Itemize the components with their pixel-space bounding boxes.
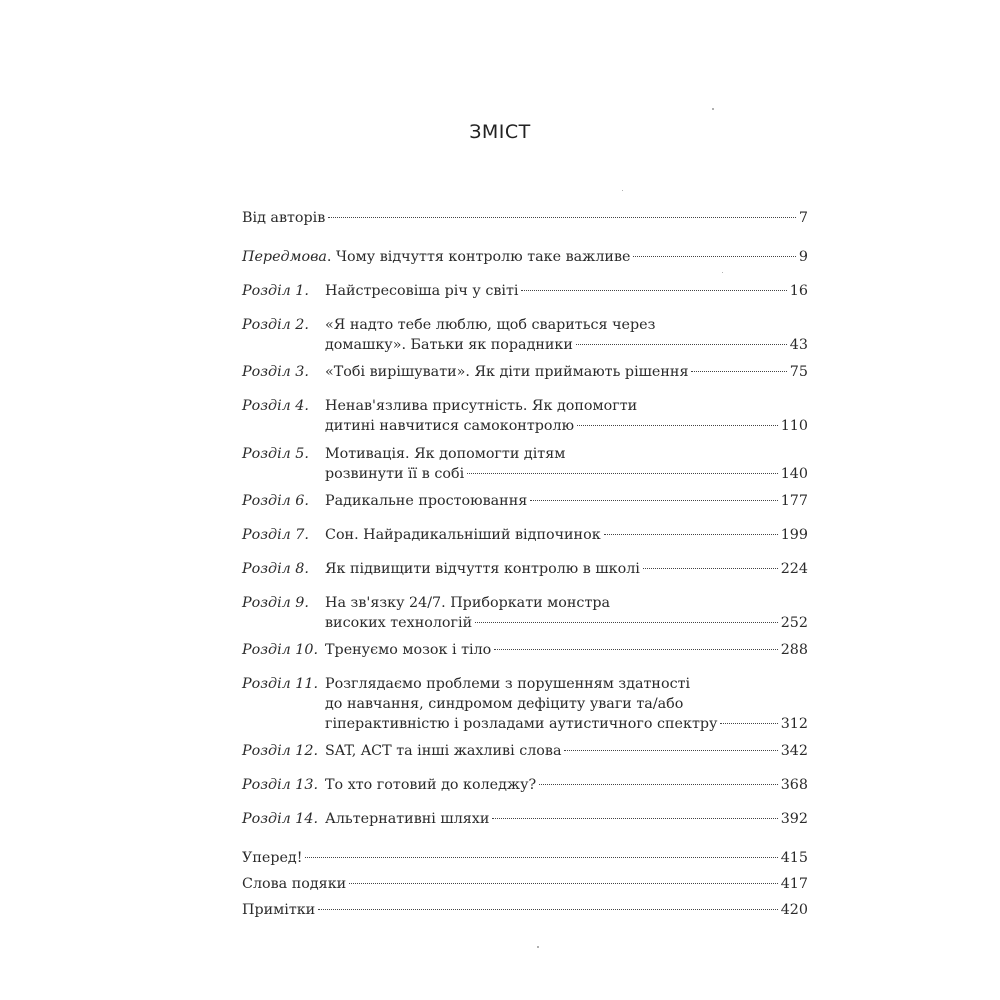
toc-entry-title: гіперактивністю і розладами аутистичного спектру bbox=[325, 716, 718, 732]
toc-entry-title-rest: . Чому відчуття контролю таке важливе bbox=[326, 249, 631, 265]
toc-page-number: 199 bbox=[780, 527, 808, 543]
toc-entry-title: Тренуємо мозок і тіло bbox=[325, 642, 492, 658]
toc-chapter-label: Розділ 10. bbox=[242, 642, 319, 658]
toc-entry-body bbox=[242, 247, 808, 267]
toc-page-number: 177 bbox=[780, 493, 808, 509]
dot-leader bbox=[467, 473, 778, 474]
toc-entry bbox=[242, 281, 808, 301]
toc-entry bbox=[242, 900, 808, 920]
dot-leader bbox=[577, 425, 778, 426]
toc-entry-title: Уперед! bbox=[242, 850, 303, 866]
table-of-contents bbox=[242, 0, 808, 1000]
toc-entry-title bbox=[242, 247, 630, 267]
toc-entry bbox=[242, 362, 808, 382]
toc-entry-body bbox=[325, 593, 808, 633]
toc-entry-body bbox=[325, 741, 808, 761]
toc-chapter-label: Розділ 6. bbox=[242, 493, 309, 509]
dot-leader bbox=[492, 818, 777, 819]
toc-chapter-label: Розділ 8. bbox=[242, 561, 309, 577]
toc-entry-body bbox=[325, 674, 808, 734]
toc-page-number: 9 bbox=[798, 249, 808, 265]
toc-entry bbox=[242, 208, 808, 228]
dot-leader bbox=[564, 750, 777, 751]
toc-entry-body bbox=[325, 809, 808, 829]
toc-entry-body bbox=[325, 362, 808, 382]
toc-page-number: 288 bbox=[780, 642, 808, 658]
toc-page-number: 415 bbox=[780, 850, 808, 866]
toc-page-number: 224 bbox=[780, 561, 808, 577]
paper-speck bbox=[537, 946, 539, 948]
toc-chapter-label: Розділ 7. bbox=[242, 527, 309, 543]
dot-leader bbox=[576, 344, 787, 345]
toc-entry-line: Розглядаємо проблеми з порушенням здатності bbox=[325, 676, 691, 692]
toc-entry-body bbox=[325, 444, 808, 484]
dot-leader bbox=[328, 217, 796, 218]
toc-entry-title: То хто готовий до коледжу? bbox=[325, 777, 537, 793]
toc-page-number: 16 bbox=[789, 283, 808, 299]
toc-entry bbox=[242, 593, 808, 633]
toc-page-number: 110 bbox=[780, 418, 808, 434]
toc-entry bbox=[242, 809, 808, 829]
toc-chapter-label: Розділ 13. bbox=[242, 777, 319, 793]
toc-entry-line: Ненав'язлива присутність. Як допомогти bbox=[325, 398, 638, 414]
toc-entry-title: дитині навчитися самоконтролю bbox=[325, 418, 575, 434]
toc-entry bbox=[242, 559, 808, 579]
toc-entry-title: домашку». Батьки як порадники bbox=[325, 337, 573, 353]
dot-leader bbox=[475, 622, 778, 623]
toc-entry bbox=[242, 640, 808, 660]
toc-entry-title: розвинути її в собі bbox=[325, 466, 465, 482]
toc-entry-title: Від авторів bbox=[242, 210, 326, 226]
toc-entry bbox=[242, 741, 808, 761]
toc-entry-title: Альтернативні шляхи bbox=[325, 811, 490, 827]
dot-leader bbox=[539, 784, 778, 785]
toc-page-number: 392 bbox=[780, 811, 808, 827]
dot-leader bbox=[691, 371, 786, 372]
dot-leader bbox=[305, 857, 777, 858]
toc-chapter-label: Розділ 14. bbox=[242, 811, 319, 827]
toc-entry bbox=[242, 444, 808, 484]
toc-entry-title: високих технологій bbox=[325, 615, 473, 631]
toc-entry-title: Сон. Найрадикальніший відпочинок bbox=[325, 527, 601, 543]
toc-chapter-label: Розділ 12. bbox=[242, 743, 319, 759]
paper-speck bbox=[712, 108, 714, 110]
toc-page-number: 252 bbox=[780, 615, 808, 631]
toc-entry-body bbox=[325, 396, 808, 436]
toc-entry-body bbox=[325, 491, 808, 511]
toc-entry-body bbox=[325, 315, 808, 355]
toc-chapter-label: Розділ 1. bbox=[242, 283, 309, 299]
toc-page-number: 342 bbox=[780, 743, 808, 759]
toc-entry bbox=[242, 775, 808, 795]
dot-leader bbox=[604, 534, 778, 535]
toc-entry-body bbox=[325, 525, 808, 545]
toc-entry-body bbox=[242, 208, 808, 228]
toc-entry-title: Слова подяки bbox=[242, 876, 347, 892]
toc-entry-body bbox=[325, 775, 808, 795]
toc-entry bbox=[242, 491, 808, 511]
page-title: ЗМІСТ bbox=[469, 121, 531, 143]
toc-page-number: 420 bbox=[780, 902, 808, 918]
toc-entry-body bbox=[325, 559, 808, 579]
dot-leader bbox=[720, 723, 777, 724]
toc-page-number: 312 bbox=[780, 716, 808, 732]
toc-entry-line: Мотивація. Як допомогти дітям bbox=[325, 446, 566, 462]
dot-leader bbox=[530, 500, 777, 501]
toc-chapter-label: Розділ 5. bbox=[242, 446, 309, 462]
toc-page-number: 368 bbox=[780, 777, 808, 793]
toc-entry bbox=[242, 396, 808, 436]
dot-leader bbox=[349, 883, 778, 884]
dot-leader bbox=[494, 649, 777, 650]
dot-leader bbox=[318, 909, 777, 910]
toc-entry bbox=[242, 315, 808, 355]
toc-page-number: 417 bbox=[780, 876, 808, 892]
toc-entry-title: SAT, ACT та інші жахливі слова bbox=[325, 743, 562, 759]
toc-chapter-label: Розділ 11. bbox=[242, 676, 319, 692]
toc-entry-body bbox=[325, 281, 808, 301]
toc-entry-title: Примітки bbox=[242, 902, 316, 918]
toc-page-number: 43 bbox=[789, 337, 808, 353]
toc-entry-body bbox=[242, 848, 808, 868]
paper-speck bbox=[722, 272, 723, 273]
toc-entry-title: «Тобі вирішувати». Як діти приймають рішення bbox=[325, 364, 689, 380]
toc-entry bbox=[242, 525, 808, 545]
toc-page-number: 7 bbox=[798, 210, 808, 226]
toc-page-number: 75 bbox=[789, 364, 808, 380]
toc-entry-body bbox=[325, 640, 808, 660]
toc-entry-line: «Я надто тебе люблю, щоб свариться через bbox=[325, 317, 656, 333]
toc-entry-line: до навчання, синдромом дефіциту уваги та/або bbox=[325, 696, 684, 712]
toc-entry-title: Радикальне простоювання bbox=[325, 493, 528, 509]
dot-leader bbox=[643, 568, 778, 569]
dot-leader bbox=[521, 290, 786, 291]
toc-entry bbox=[242, 848, 808, 868]
toc-chapter-label: Розділ 3. bbox=[242, 364, 309, 380]
toc-page-number: 140 bbox=[780, 466, 808, 482]
toc-chapter-label: Розділ 2. bbox=[242, 317, 309, 333]
toc-entry-body bbox=[242, 900, 808, 920]
toc-entry-title: Як підвищити відчуття контролю в школі bbox=[325, 561, 640, 577]
toc-entry bbox=[242, 247, 808, 267]
toc-chapter-label: Розділ 9. bbox=[242, 595, 309, 611]
toc-entry bbox=[242, 874, 808, 894]
paper-speck bbox=[622, 190, 623, 191]
toc-entry bbox=[242, 674, 808, 734]
dot-leader bbox=[633, 256, 795, 257]
toc-entry-line: На зв'язку 24/7. Приборкати монстра bbox=[325, 595, 611, 611]
toc-entry-body bbox=[242, 874, 808, 894]
toc-entry-title: Найстресовіша річ у світі bbox=[325, 283, 519, 299]
toc-chapter-label: Розділ 4. bbox=[242, 398, 309, 414]
toc-italic-prefix: Передмова bbox=[242, 249, 327, 265]
